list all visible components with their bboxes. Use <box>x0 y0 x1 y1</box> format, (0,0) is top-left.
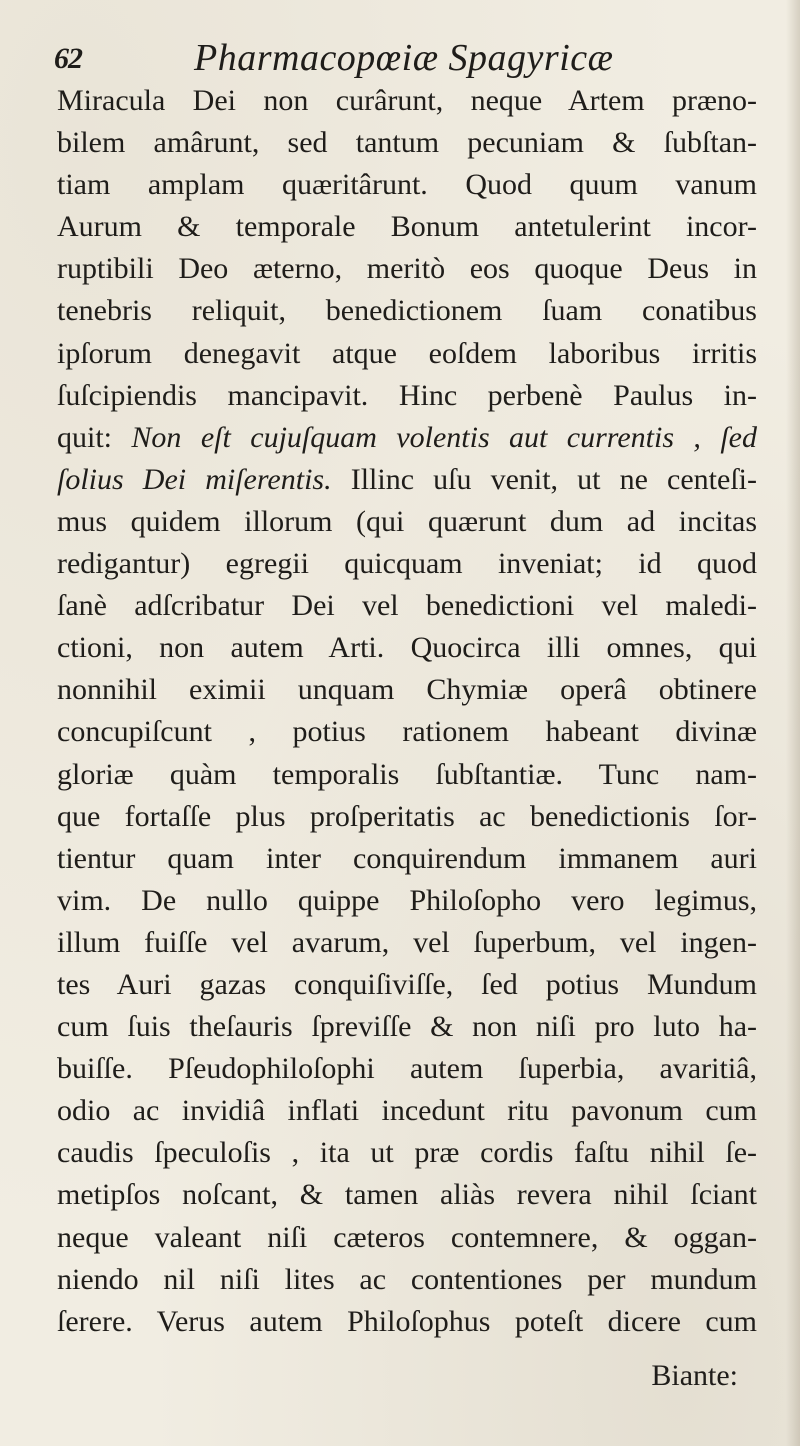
text-line: vim. De nullo quippe Philoſopho vero legimus, <box>57 883 757 917</box>
text-run: Illinc uſu venit, ut ne centeſi- <box>331 462 757 496</box>
catchword: Biante: <box>651 1359 738 1392</box>
text-line: mus quidem illorum (qui quærunt dum ad incitas <box>57 504 757 538</box>
text-line: illum fuiſſe vel avarum, vel ſuperbum, vel ingen- <box>57 925 757 959</box>
running-title: Pharmacopœiæ Spagyricæ <box>194 37 614 79</box>
text-line: cum ſuis theſauris ſpreviſſe & non niſi pro luto ha- <box>57 1010 757 1044</box>
page-number: 62 <box>54 42 82 75</box>
italic-quote: ſolius Dei miſerentis. <box>57 462 332 496</box>
text-line: tes Auri gazas conquiſiviſſe, ſed potius Mundum <box>57 967 757 1001</box>
text-line-with-italic-quote <box>57 459 757 501</box>
text-line: bilem amârunt, sed tantum pecuniam & ſubſtan- <box>57 126 757 160</box>
text-line-with-italic-quote <box>57 417 757 459</box>
text-line: ſuſcipiendis mancipavit. Hinc perbenè Paulus in- <box>57 378 757 412</box>
text-line: que fortaſſe plus proſperitatis ac benedictionis ſor- <box>57 799 757 833</box>
text-line: ruptibili Deo æterno, meritò eos quoque Deus in <box>57 252 757 286</box>
text-line: ipſorum denegavit atque eoſdem laboribus irritis <box>57 336 757 370</box>
text-line: Miracula Dei non curârunt, neque Artem præno- <box>57 84 757 117</box>
text-line: ſanè adſcribatur Dei vel benedictioni vel maledi- <box>57 589 757 623</box>
text-line: Aurum & temporale Bonum antetulerint incor- <box>57 210 757 244</box>
text-line: neque valeant niſi cæteros contemnere, & oggan- <box>57 1220 757 1254</box>
text-line: niendo nil niſi lites ac contentiones per mundum <box>57 1262 757 1296</box>
text-line: tientur quam inter conquirendum immanem auri <box>57 841 757 875</box>
text-line: tiam amplam quæritârunt. Quod quum vanum <box>57 168 757 202</box>
text-line: nonnihil eximii unquam Chymiæ operâ obtinere <box>57 673 757 707</box>
text-line: metipſos noſcant, & tamen aliàs revera nihil ſciant <box>57 1178 757 1212</box>
page-edge-shadow <box>786 0 800 1446</box>
running-head <box>54 36 754 84</box>
text-line: tenebris reliquit, benedictionem ſuam conatibus <box>57 294 757 328</box>
text-line: caudis ſpeculoſis , ita ut præ cordis faſtu nihil ſe- <box>57 1136 757 1170</box>
text-line: concupiſcunt , potius rationem habeant divinæ <box>57 715 757 749</box>
text-line: ſerere. Verus autem Philoſophus poteſt dicere cum <box>57 1304 757 1338</box>
text-line: gloriæ quàm temporalis ſubſtantiæ. Tunc nam- <box>57 757 757 791</box>
body-text <box>57 80 757 1343</box>
text-line: odio ac invidiâ inflati incedunt ritu pavonum cum <box>57 1094 757 1128</box>
text-run: quit: <box>57 420 132 454</box>
text-line: buiſſe. Pſeudophiloſophi autem ſuperbia, avaritiâ, <box>57 1052 757 1086</box>
text-line: ctioni, non autem Arti. Quocirca illi omnes, qui <box>57 631 757 665</box>
text-line: redigantur) egregii quicquam inveniat; id quod <box>57 547 757 581</box>
italic-quote: Non eſt cujuſquam volentis aut currentis , ſed <box>131 420 757 454</box>
